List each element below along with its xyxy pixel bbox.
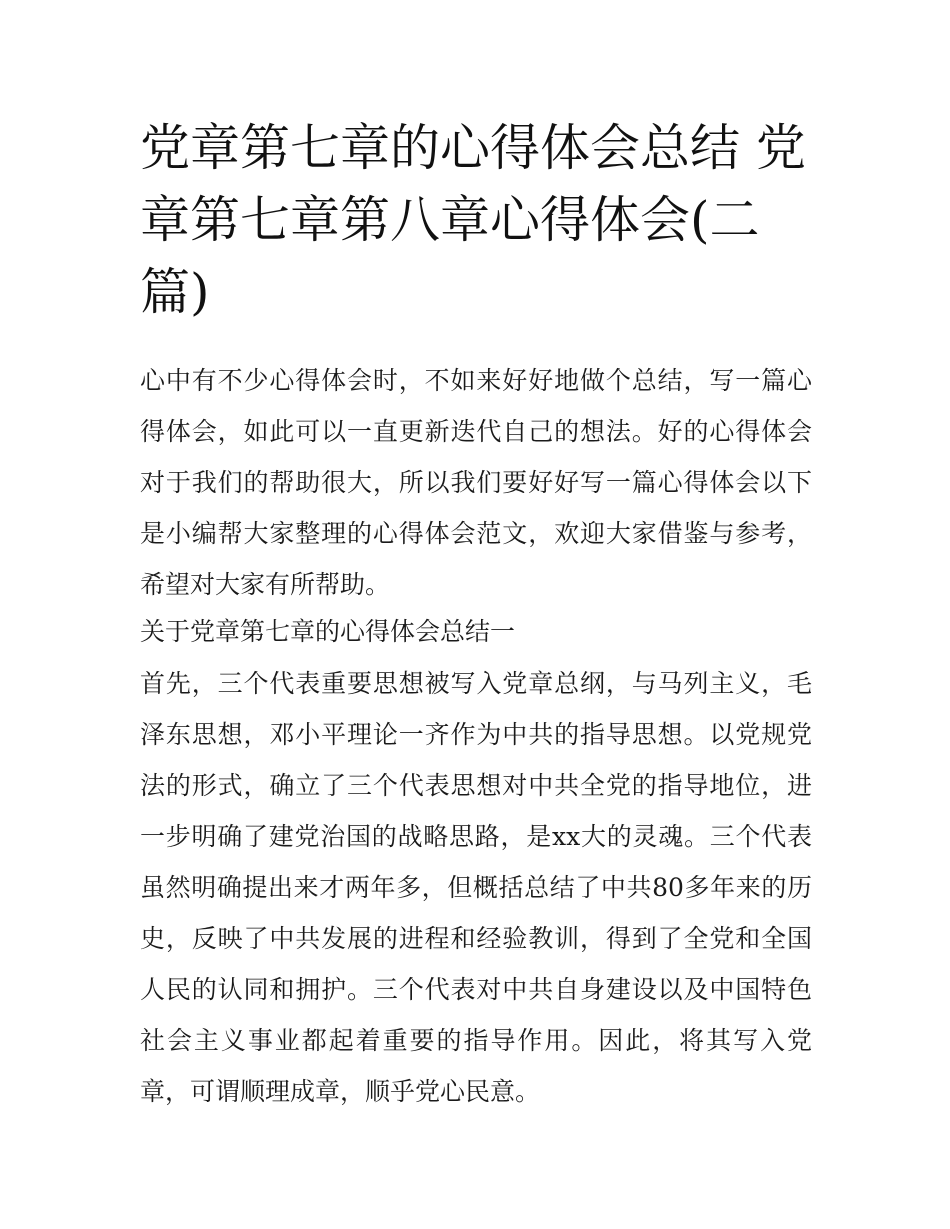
section-subheading: 关于党章第七章的心得体会总结一	[140, 617, 516, 646]
intro-paragraph: 心中有不少心得体会时，不如来好好地做个总结，写一篇心得体会，如此可以一直更新迭代自己的想法。好的心得体会对于我们的帮助很大，所以我们要好好写一篇心得体会以下是小编帮大家整理的心得体会范文，欢迎大家借鉴与参考，希望对大家有所帮助。	[140, 366, 812, 599]
body-paragraph: 首先，三个代表重要思想被写入党章总纲，与马列主义，毛泽东思想，邓小平理论一齐作为中共的指导思想。以党规党法的形式，确立了三个代表思想对中共全党的指导地位，进一步明确了建党治国的战略思路，是xx大的灵魂。三个代表虽然明确提出来才两年多，但概括总结了中共80多年来的历史，反映了中共发展的进程和经验教训，得到了全党和全国人民的认同和拥护。三个代表对中共自身建设以及中国特色社会主义事业都起着重要的指导作用。因此，将其写入党章，可谓顺理成章，顺乎党心民意。	[140, 669, 812, 1106]
document-title: 党章第七章的心得体会总结 党章第七章第八章心得体会(二篇)	[140, 119, 806, 321]
